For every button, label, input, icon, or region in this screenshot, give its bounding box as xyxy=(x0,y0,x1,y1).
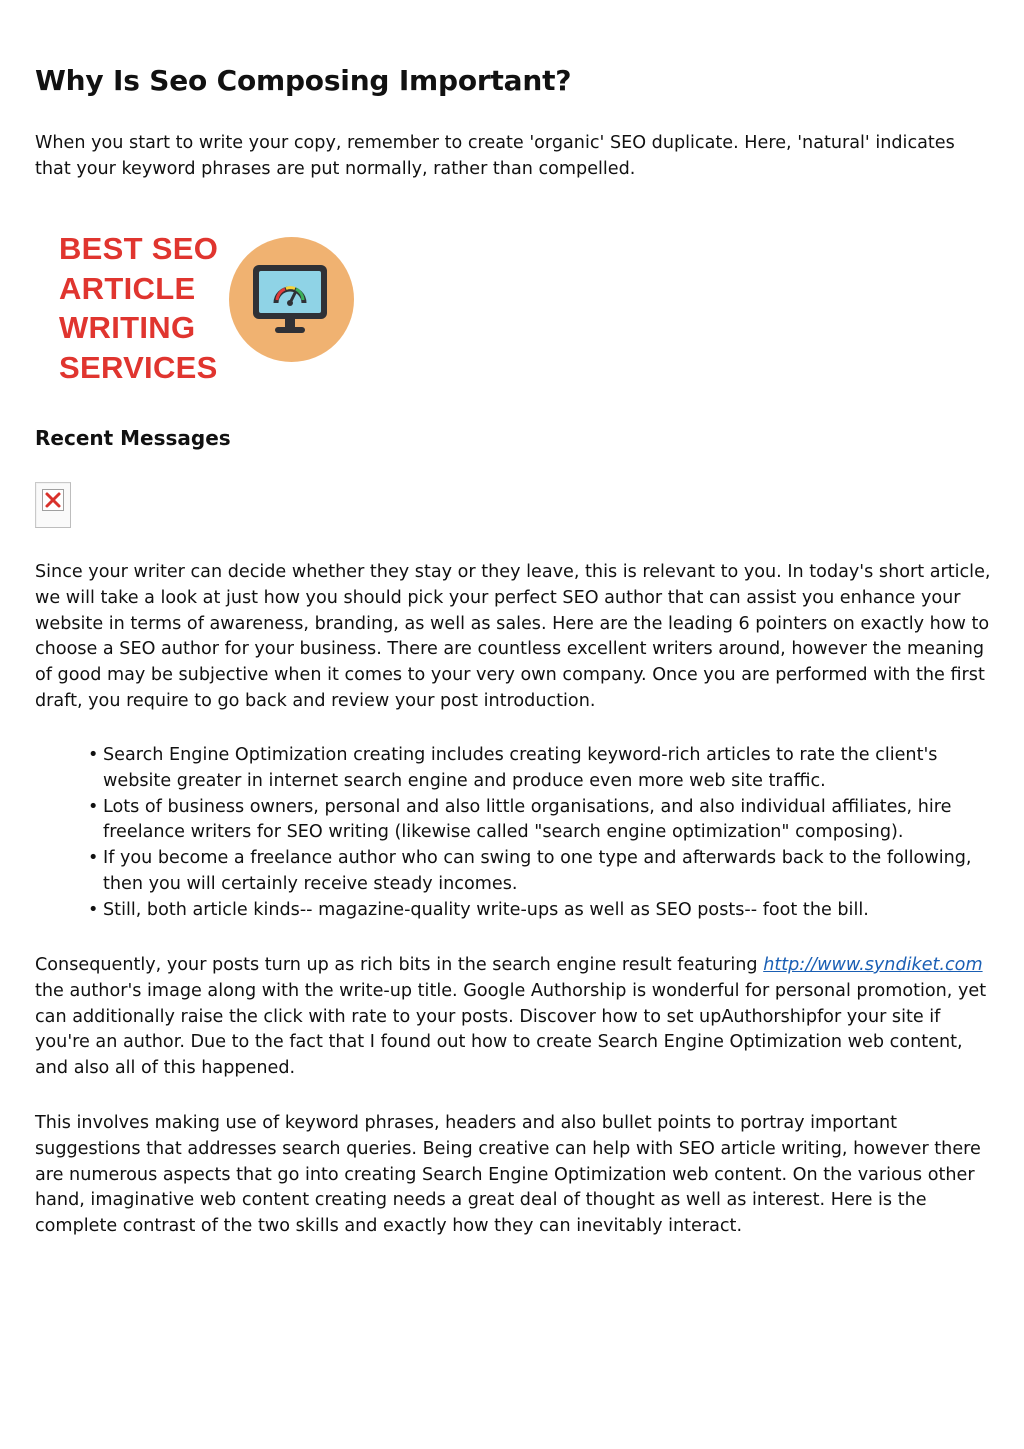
paragraph-text: Consequently, your posts turn up as rich bits in the search engine result featuring xyxy=(35,955,764,975)
syndiket-link[interactable]: http://www.syndiket.com xyxy=(763,955,983,975)
banner-text xyxy=(59,229,218,387)
monitor-gauge-icon xyxy=(229,237,354,362)
list-item: • Search Engine Optimization creating includes creating keyword-rich articles to rate the client's website greater in internet search engine and produce even more web site traffic. xyxy=(88,745,938,791)
list-item-text: Lots of business owners, personal and also little organisations, and also individual affiliates, hire freelance writers for SEO writing (likewise called "search engine optimization" composing). xyxy=(103,796,952,843)
list-item: • Lots of business owners, personal and also little organisations, and also individual affiliates, hire freelance writers for SEO writing (likewise called "search engine optimization" composing). xyxy=(88,796,952,843)
body-paragraph: This involves making use of keyword phrases, headers and also bullet points to portray important suggestions that addresses search queries. Being creative can help with SEO article writing, however there are numerous aspects that go into creating Search Engine Optimization web content. On the various other hand, imaginative web content creating needs a great deal of thought as well as interest. Here is the complete contrast of the two skills and exactly how they can inevitably interact. xyxy=(35,1113,981,1237)
broken-image-icon xyxy=(35,482,71,528)
banner-line: WRITING xyxy=(59,310,196,345)
list-item: • Still, both article kinds-- magazine-quality write-ups as well as SEO posts-- foot the bill. xyxy=(88,899,869,920)
paragraph-text: the author's image along with the write-up title. Google Authorship is wonderful for personal promotion, yet can additionally raise the click with rate to your posts. Discover how to set upAuthorshipfor your site if you're an author. Due to the fact that I found out how to create Search Engine Optimization web content, and also all of this happened. xyxy=(35,980,987,1079)
body-paragraph xyxy=(35,953,993,1082)
banner-line: ARTICLE xyxy=(59,270,196,306)
body-paragraph: Since your writer can decide whether they stay or they leave, this is relevant to you. In today's short article, we will take a look at just how you should pick your perfect SEO author that can assist you enhance your website in terms of awareness, branding, as well as sales. Here are the leading 6 pointers on exactly how to choose a SEO author for your business. There are countless excellent writers around, however the meaning of good may be subjective when it comes to your very own company. Once you are performed with the first draft, you require to go back and review your post introduction. xyxy=(35,562,991,711)
list-item-text: Still, both article kinds-- magazine-quality write-ups as well as SEO posts-- foot the bill. xyxy=(103,899,869,920)
seo-services-banner xyxy=(55,222,375,387)
recent-messages-heading: Recent Messages xyxy=(35,426,231,450)
list-item: • If you become a freelance author who can swing to one type and afterwards back to the following, then you will certainly receive steady incomes. xyxy=(88,848,972,894)
list-item-text: Search Engine Optimization creating includes creating keyword-rich articles to rate the client's website greater in internet search engine and produce even more web site traffic. xyxy=(103,745,938,791)
banner-line: SERVICES xyxy=(59,349,218,385)
banner-line: BEST SEO xyxy=(59,231,219,266)
list-item-text: If you become a freelance author who can swing to one type and afterwards back to the following, then you will certainly receive steady incomes. xyxy=(103,848,972,894)
page-title: Why Is Seo Composing Important? xyxy=(35,64,572,97)
bullet-list xyxy=(88,743,995,924)
intro-paragraph: When you start to write your copy, remember to create 'organic' SEO duplicate. Here, 'natural' indicates that your keyword phrases are put normally, rather than compelled. xyxy=(35,133,955,179)
